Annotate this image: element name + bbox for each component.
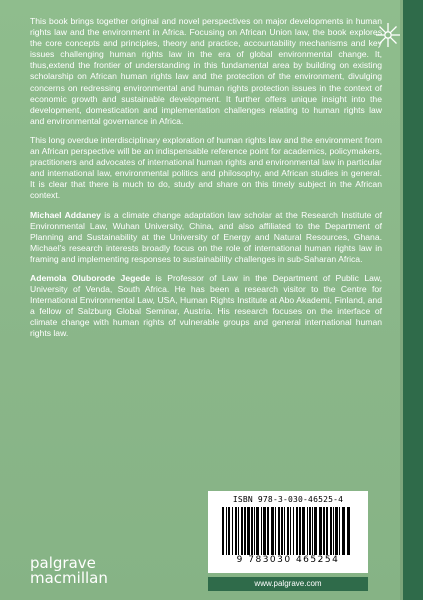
barcode-bar	[312, 507, 313, 555]
publisher-logo	[30, 556, 108, 586]
barcode-bar	[263, 507, 266, 555]
author-bio-2	[30, 273, 382, 340]
back-cover-blurb	[30, 16, 382, 348]
barcode-bar	[323, 507, 325, 555]
barcode-bar	[222, 507, 224, 555]
barcode-bar	[330, 507, 332, 555]
barcode-digits: 9 783030 465254	[236, 555, 340, 565]
publisher-logo-line-1: palgrave	[30, 554, 96, 572]
barcode-bar	[278, 507, 280, 555]
barcode-bar	[284, 507, 285, 555]
barcode-bar	[256, 507, 259, 555]
barcode-bar	[241, 507, 243, 555]
author-bio-text-2: is Professor of Law in the Department of Public Law, University of Venda, South Africa. He has been a research visitor to the Centre for International Environmental Law, USA, Human Rights Institute at Abo Akademi, Finland, and a fellow of Salzburg Global Seminar, Austria. His research focuses on the interface of climate change with human rights of vulnerable groups and general international human rights law.	[30, 272, 382, 339]
barcode-bar	[342, 507, 345, 555]
barcode-bar	[307, 507, 308, 555]
isbn-barcode	[208, 491, 368, 573]
blurb-paragraph-2: This long overdue interdisciplinary exploration of human rights law and the environment from an African perspective will be an indispensable reference point for academics, policymakers, practitioners and advocates of international human rights and environmental law in particular and international law, environmental politics and philosophy, and African studies in general. It is clear that there is much to do, study and share on this timely subject in the African context.	[30, 134, 382, 201]
barcode-bar	[226, 507, 227, 555]
barcode-bar	[333, 507, 334, 555]
barcode-bar	[347, 507, 350, 555]
barcode-bar	[238, 507, 239, 555]
barcode-bar	[232, 507, 233, 555]
spine-edge	[403, 0, 423, 600]
author-bio-1	[30, 210, 382, 265]
barcode-bar	[271, 507, 274, 555]
barcode-bar	[267, 507, 269, 555]
barcode-bar	[293, 507, 294, 555]
blurb-paragraph-1: This book brings together original and novel perspectives on major developments in human rights law and the environment in Africa. Focusing on African Union law, the book explores the core concepts and principles, theory and practice, accountability mechanisms and key issues challenging human rights law in the era of global environmental change. It, thus,extend the frontier of understanding in this fundamental area by building on existing scholarship on African human rights law and the protection of the environment, divulging concerns on redressing environmental and human rights protection issues in the context of economic growth and sustainable development. It further offers unique insight into the development, domestication and implementation challenges relating to human rights law and environmental governance in Africa.	[30, 16, 382, 126]
barcode-bar	[335, 507, 338, 555]
barcode-bar	[228, 507, 230, 555]
barcode-bar	[287, 507, 289, 555]
barcode-bar	[244, 507, 246, 555]
barcode-bar	[299, 507, 301, 555]
barcode-bar	[290, 507, 291, 555]
barcode-bar	[339, 507, 340, 555]
author-name-1: Michael Addaney	[30, 209, 101, 220]
barcode-bar	[309, 507, 311, 555]
author-name-2: Ademola Oluborode Jegede	[30, 272, 151, 283]
barcode-bar	[302, 507, 305, 555]
barcode-bar	[319, 507, 322, 555]
publisher-url[interactable]: www.palgrave.com	[208, 577, 368, 591]
barcode-bar	[254, 507, 255, 555]
barcode-bar	[314, 507, 317, 555]
barcode-bar	[247, 507, 250, 555]
barcode-bar	[235, 507, 237, 555]
barcode-bar	[281, 507, 283, 555]
barcode-bar	[275, 507, 276, 555]
publisher-logo-line-2: macmillan	[30, 569, 108, 587]
isbn-label: ISBN 978-3-030-46525-4	[232, 495, 344, 504]
barcode-bar	[296, 507, 298, 555]
barcode-bar	[261, 507, 262, 555]
barcode-bar	[326, 507, 328, 555]
barcode-bar	[251, 507, 253, 555]
author-bio-text-1: is a climate change adaptation law scholar at the Research Institute of Environmental Law, Wuhan University, China, and also affiliated to the Department of Planning and Sustainability at the University of Energy and Natural Resources, Ghana. Michael’s research interests broadly focus on the role of international human rights law in framing and implementing responses to sustainability challenges in sub-Saharan Africa.	[30, 209, 382, 264]
barcode-bars	[222, 507, 354, 555]
